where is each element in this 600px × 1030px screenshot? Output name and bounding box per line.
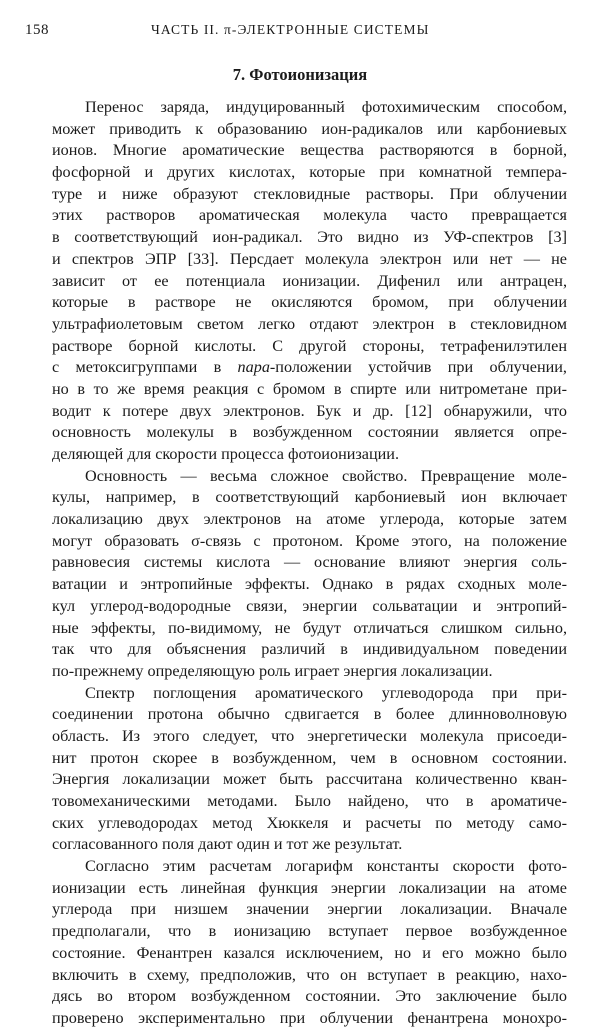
text-line: и спектров ЭПР [33]. Перcдает молекула электрон или нет — не xyxy=(52,249,567,268)
text-line: основность молекулы в возбужденном состоянии является опре- xyxy=(52,423,567,442)
text-line: ватации и энтропийные эффекты. Однако в рядах сходных моле- xyxy=(52,575,567,594)
text-line: ских углеводородах метод Хюккеля и расчеты по методу само- xyxy=(52,813,567,832)
page-header xyxy=(25,22,573,42)
paragraph xyxy=(52,856,567,1030)
text-line: ультрафиолетовым светом легко отдают электрон в стекловидном xyxy=(52,314,567,333)
text-line: ионизации есть линейная функция энергии локализации на атоме xyxy=(52,878,567,897)
text-line: кулы, например, в соответствующий карбониевый ион включает xyxy=(52,488,567,507)
text-line: включить в схему, предположив, что он вступает в реакцию, нахо- xyxy=(52,965,567,984)
text-line: этих растворов ароматическая молекула часто превращается xyxy=(52,206,567,225)
text-line: углерода при низшем значении энергии локализации. Вначале xyxy=(52,900,567,919)
running-title: ЧАСТЬ II. π-ЭЛЕКТРОННЫЕ СИСТЕМЫ xyxy=(151,22,430,37)
text-line: дясь во втором возбужденном состоянии. Это заключение было xyxy=(52,987,567,1006)
text-line: кул углерод-водородные связи, энергии сольватации и энтропий- xyxy=(52,596,567,615)
text-line: Спектр поглощения ароматического углеводорода при при- xyxy=(85,683,567,702)
paragraph xyxy=(52,466,567,683)
text-line: проверено экспериментально при облучении фенантрена монохро- xyxy=(52,1008,567,1027)
text-line: водит к потере двух электронов. Бук и др. [12] обнаружили, что xyxy=(52,401,567,420)
body-text xyxy=(52,97,567,1030)
paragraph xyxy=(52,97,567,466)
text-line: по-прежнему определяющую роль играет энергия локализации. xyxy=(52,661,493,680)
text-line: может приводить к образованию ион-радикалов или карбониевых xyxy=(52,119,567,138)
text-line: Согласно этим расчетам логарифм константы скорости фото- xyxy=(85,857,567,876)
paragraph xyxy=(52,683,567,857)
text-line: нит протон скорее в возбужденном, чем в основном состоянии. xyxy=(52,748,567,767)
text-line: ионов. Многие ароматические вещества растворяются в борной, xyxy=(52,141,567,160)
text-line: Энергия локализации может быть рассчитана количественно кван- xyxy=(52,770,567,789)
section-title: 7. Фотоионизация xyxy=(232,65,368,84)
page-number: 158 xyxy=(25,22,49,38)
text-line: зависит от ее потенциала ионизации. Дифенил или антрацен, xyxy=(52,271,567,290)
text-line: ные эффекты, по-видимому, не будут отличаться слишком сильно, xyxy=(52,618,567,637)
text-line: с метоксигруппами в пара-положении устойчив при облучении, xyxy=(52,358,567,377)
text-line: согласованного поля дают один и тот же результат. xyxy=(52,835,403,854)
text-line: состояние. Фенантрен казался исключением, но и его можно было xyxy=(52,943,567,962)
text-line: в соответствующий ион-радикал. Это видно из УФ-спектров [3] xyxy=(52,228,567,247)
text-line: деляющей для скорости процесса фотоионизации. xyxy=(52,445,400,463)
text-line: равновесия системы кислота — основание влияют энергия соль- xyxy=(52,553,567,572)
text-line: могут образовать σ-связь с протоном. Кроме этого, на положение xyxy=(52,531,567,550)
text-line: товомеханическими методами. Было найдено, что в ароматиче- xyxy=(52,792,567,810)
text-line: растворе борной кислоты. С другой стороны, тетрафенилэтилен xyxy=(52,336,567,355)
text-line: область. Из этого следует, что энергетически молекула присоеди- xyxy=(52,726,567,745)
text-line: которые в растворе не окисляются бромом, при облучении xyxy=(52,293,567,312)
text-line: локализацию двух электронов на атоме углерода, которые затем xyxy=(52,510,567,529)
text-line: Основность — весьма сложное свойство. Превращение моле- xyxy=(85,466,567,485)
text-line: но в то же время реакция с бромом в спирте или нитрометане при- xyxy=(52,379,567,398)
text-line: соединении протона обычно сдвигается в более длинноволновую xyxy=(52,705,567,724)
text-line: фосфорной и других кислотах, которые при комнатной темпера- xyxy=(52,163,567,182)
text-line: туре и ниже образуют стекловидные растворы. При облучении xyxy=(52,184,567,203)
text-line: предполагали, что в ионизацию вступает первое возбужденное xyxy=(52,922,567,941)
text-line: Перенос заряда, индуцированный фотохимическим способом, xyxy=(85,98,567,116)
italic-term: пара xyxy=(237,358,270,377)
text-line: так что для объяснения различий в индивидуальном поведении xyxy=(52,640,567,659)
